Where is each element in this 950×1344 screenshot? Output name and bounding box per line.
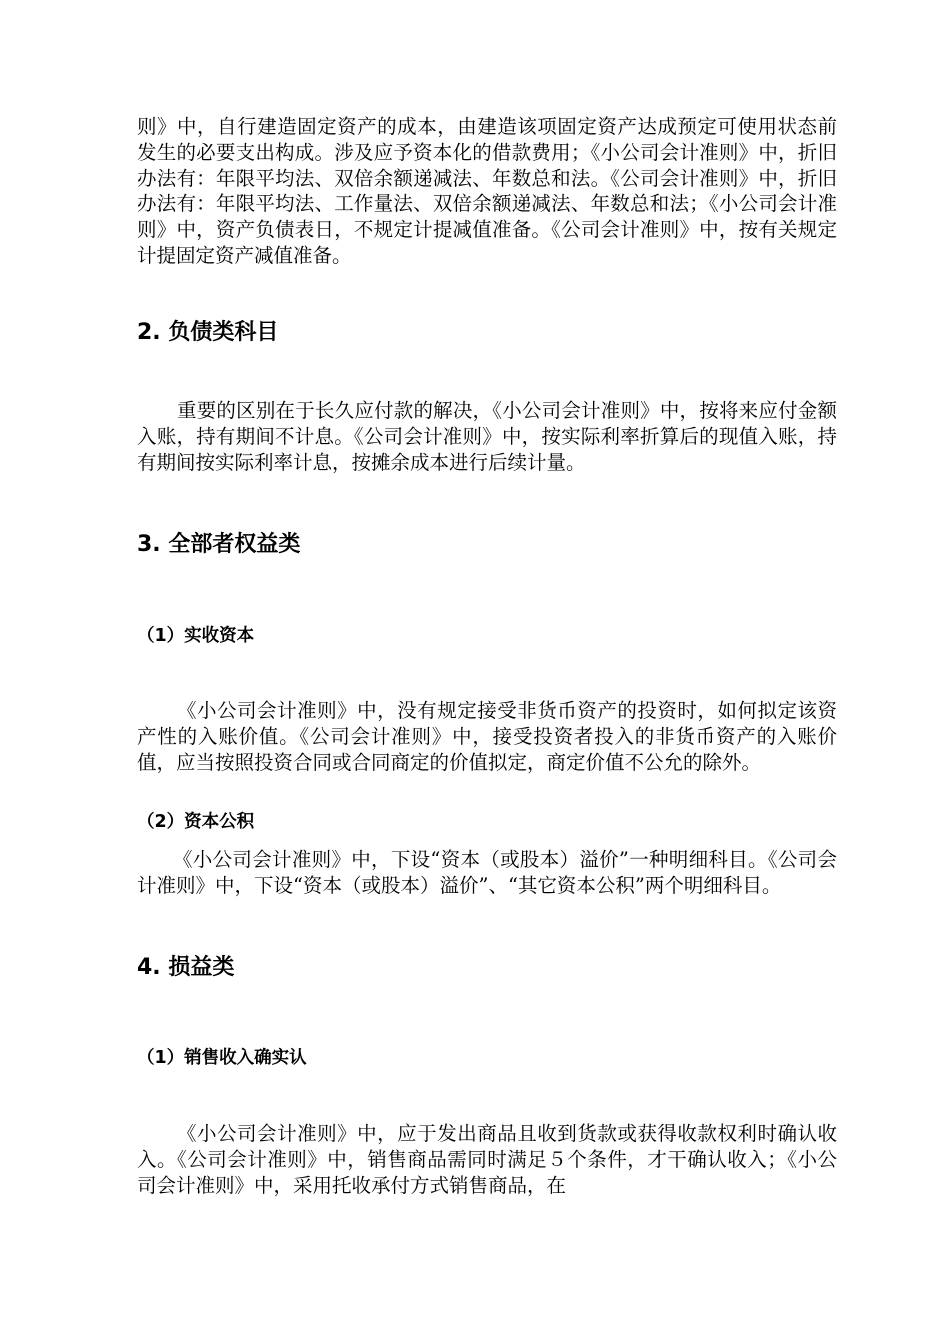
paragraph-sales-revenue: 《小公司会计准则》中，应于发出商品且收到货款或获得收款权利时确认收入。《公司会计准则》中，销售商品需同时满足５个条件，才干确认收入；《小公司会计准则》中，采用托收承付方式销售商品，在 (137, 1122, 837, 1197)
heading-paid-in-capital: （1）实收资本 (137, 626, 255, 646)
heading-capital-surplus: （2）资本公积 (137, 812, 255, 832)
paragraph-paid-in-capital: 《小公司会计准则》中，没有规定接受非货币资产的投资时，如何拟定该资产性的入账价值。《公司会计准则》中，接受投资者投入的非货币资产的入账价值，应当按照投资合同或合同商定的价值拟定，商定价值不公允的除外。 (137, 699, 837, 774)
paragraph-capital-surplus: 《小公司会计准则》中，下设“资本（或股本）溢价”一种明细科目。《公司会计准则》中，下设“资本（或股本）溢价”、“其它资本公积”两个明细科目。 (137, 848, 837, 897)
paragraph-liabilities: 重要的区别在于长久应付款的解决，《小公司会计准则》中，按将来应付金额入账，持有期间不计息。《公司会计准则》中，按实际利率折算后的现值入账，持有期间按实际利率计息，按摊余成本进行后续计量。 (137, 399, 837, 474)
heading-equity: 3. 全部者权益类 (137, 532, 301, 557)
heading-sales-revenue: （1）销售收入确实认 (137, 1048, 307, 1068)
heading-profit-loss: 4. 损益类 (137, 955, 235, 980)
heading-liabilities: 2. 负债类科目 (137, 320, 279, 345)
paragraph-fixed-assets: 则》中，自行建造固定资产的成本，由建造该项固定资产达成预定可使用状态前发生的必要支出构成。涉及应予资本化的借款费用；《小公司会计准则》中，折旧办法有：年限平均法、双倍余额递减法、年数总和法。《公司会计准则》中，折旧办法有：年限平均法、工作量法、双倍余额递减法、年数总和法；《小公司会计准则》中，资产负债表日，不规定计提减值准备。《公司会计准则》中，按有关规定计提固定资产减值准备。 (137, 115, 837, 267)
